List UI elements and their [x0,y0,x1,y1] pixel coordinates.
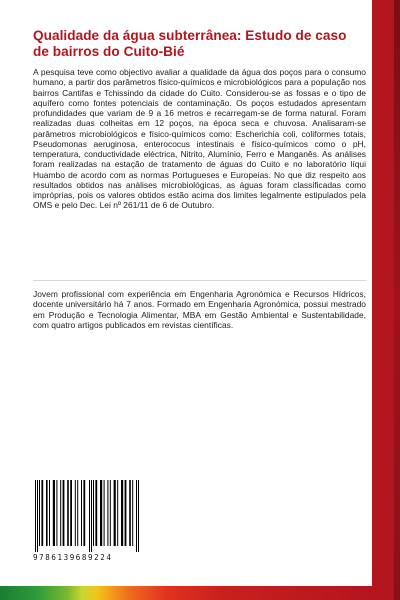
isbn-barcode [33,480,153,558]
barcode-bar [117,480,118,546]
barcode-bar [70,480,72,546]
author-bio: Jovem profissional com experiência em Engenharia Agronómica e Recursos Hídricos, docente universitário há 7 anos. Formado em Engenharia Agronómica, possui mestrado em Produção e Tecnologia Alimentar, MBA em Gestão Ambiental e Sustentabilidade, com quatro artigos publicados em revistas científicas. [33,289,366,330]
color-stripe [0,586,372,600]
barcode-bar [136,480,137,552]
barcode-bar [114,480,116,546]
barcode-bar [104,480,105,546]
barcode-bar [132,480,133,546]
barcode-bar [138,480,139,552]
barcode-bar [56,480,57,546]
barcode-bar [46,480,48,546]
spine-shade [394,0,400,600]
barcode-bar [37,480,38,552]
barcode-bar [83,480,85,546]
barcode-bar [129,480,131,546]
isbn-digits: 9786139689224 [33,553,113,562]
barcode-bar [107,480,108,546]
barcode-bar [67,480,69,546]
barcode-bar [39,480,40,546]
barcode-bar [89,480,90,552]
barcode-bar [95,480,97,546]
book-title: Qualidade da água subterrânea: Estudo de caso de bairros do Cuito-Bié [33,28,347,59]
cover-text [33,28,366,211]
barcode-bar [110,480,111,546]
barcode-bar [77,480,78,546]
barcode-bar [63,480,65,546]
barcode-bar [75,480,76,546]
barcode-bar [125,480,127,546]
barcode-bar [121,480,123,546]
barcode-bar [91,480,92,552]
barcode-bar [49,480,50,546]
barcode-bar [35,480,36,552]
barcode-bar [53,480,55,546]
barcode-bar [60,480,61,546]
barcode-bar [81,480,82,546]
section-divider [33,280,366,281]
barcode-bar [41,480,43,546]
barcode-bar [100,480,102,546]
book-abstract: A pesquisa teve como objectivo avaliar a qualidade da água dos poços para o consumo humano, a partir dos parâmetros físico-químicos e microbiológicos para a população nos bairros Cantifas e Tchissindo da cidade do Cuito. Considerou-se as fossas e o tipo de aquífero como fontes potenciais de contaminação. Os poços estudados apresentam profundidades que variam de 9 a 16 metros e recarregam-se de forma natural. Foram realizadas duas colheitas em 12 poços, na época seca e chuvosa. Analisaram-se parâmetros microbiológicos e físico-químicos como: Escherichia coli, coliformes totais, Pseudomonas aeruginosa, enterococus intestinais e físico-químicos como o pH, temperatura, conductividade eléctrica, Nitrito, Alumínio, Ferro e Manganês. As análises foram realizadas na estação de tratamento de águas do Cuito e no laboratório líqui Huambo de acordo com as normas Portugueses e Europeias. No que diz respeito aos resultados obtidos nas análises microbiológicas, as águas foram classificadas como impróprias, pois os valores obtidos estão acima dos limites legalmente estipulados pela OMS e pelo Dec. Lei nº 261/11 de 6 de Outubro. [33,67,366,211]
barcode-bar [93,480,94,546]
